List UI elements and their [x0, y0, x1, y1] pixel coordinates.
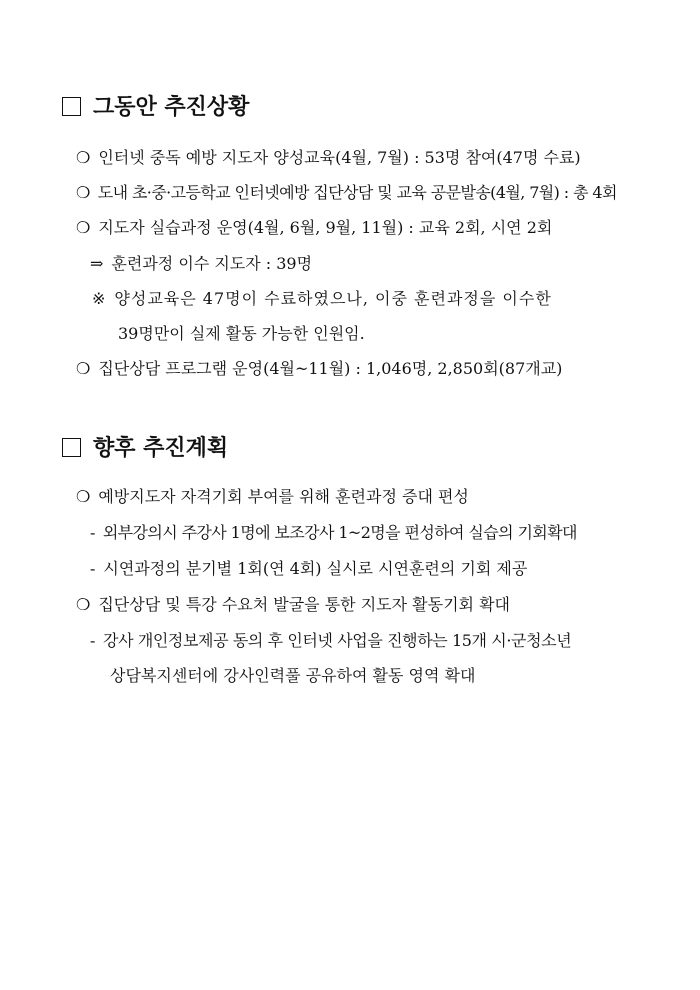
item-text: 39명만이 실제 활동 가능한 인원임. — [118, 324, 365, 343]
list-item — [76, 148, 581, 168]
item-text: 외부강의시 주강사 1명에 보조강사 1~2명을 편성하여 실습의 기회확대 — [102, 523, 577, 542]
checkbox-square-icon — [62, 438, 81, 457]
section-title: 향후 추진계획 — [93, 435, 229, 461]
list-item — [92, 289, 552, 309]
dash-bullet-icon: - — [90, 523, 95, 542]
list-item — [90, 631, 571, 651]
section-heading-plan — [62, 431, 228, 462]
item-text: 상담복지센터에 강사인력풀 공유하여 활동 영역 확대 — [110, 666, 476, 685]
dash-bullet-icon: - — [90, 631, 96, 650]
item-text: 인터넷 중독 예방 지도자 양성교육(4월, 7월) : 53명 참여(47명 수료) — [98, 148, 581, 167]
circle-bullet-icon: ❍ — [76, 148, 91, 167]
item-text: 시연과정의 분기별 1회(연 4회) 실시로 시연훈련의 기회 제공 — [103, 559, 528, 578]
list-item — [76, 359, 562, 379]
circle-bullet-icon: ❍ — [76, 218, 91, 237]
reference-mark-icon: ※ — [92, 289, 107, 308]
circle-bullet-icon: ❍ — [76, 595, 91, 614]
list-item — [90, 559, 527, 579]
item-text: 훈련과정 이수 지도자 : 39명 — [111, 254, 313, 273]
arrow-right-icon: ⇒ — [90, 254, 104, 273]
item-text: 도내 초·중·고등학교 인터넷예방 집단상담 및 교육 공문발송(4월, 7월) : 총 4회 — [97, 183, 617, 202]
list-item — [118, 324, 365, 344]
list-item — [76, 218, 552, 238]
item-text: 집단상담 및 특강 수요처 발굴을 통한 지도자 활동기회 확대 — [98, 595, 510, 614]
section-title: 그동안 추진상황 — [93, 94, 250, 120]
checkbox-square-icon — [62, 97, 81, 116]
circle-bullet-icon: ❍ — [76, 487, 91, 506]
list-item — [76, 595, 510, 615]
circle-bullet-icon: ❍ — [76, 359, 91, 378]
circle-bullet-icon: ❍ — [76, 183, 90, 202]
dash-bullet-icon: - — [90, 559, 96, 578]
item-text: 예방지도자 자격기회 부여를 위해 훈련과정 증대 편성 — [98, 487, 469, 506]
list-item — [90, 523, 577, 543]
list-item — [90, 254, 312, 274]
list-item — [76, 183, 617, 203]
list-item — [76, 487, 469, 507]
item-text: 지도자 실습과정 운영(4월, 6월, 9월, 11월) : 교육 2회, 시연 2회 — [98, 218, 553, 237]
list-item — [110, 666, 475, 686]
item-text: 강사 개인정보제공 동의 후 인터넷 사업을 진행하는 15개 시·군청소년 — [103, 631, 572, 650]
item-text: 집단상담 프로그램 운영(4월~11월) : 1,046명, 2,850회(87개교) — [98, 359, 563, 378]
item-text: 양성교육은 47명이 수료하였으나, 이중 훈련과정을 이수한 — [114, 289, 552, 308]
section-heading-progress — [62, 90, 249, 121]
